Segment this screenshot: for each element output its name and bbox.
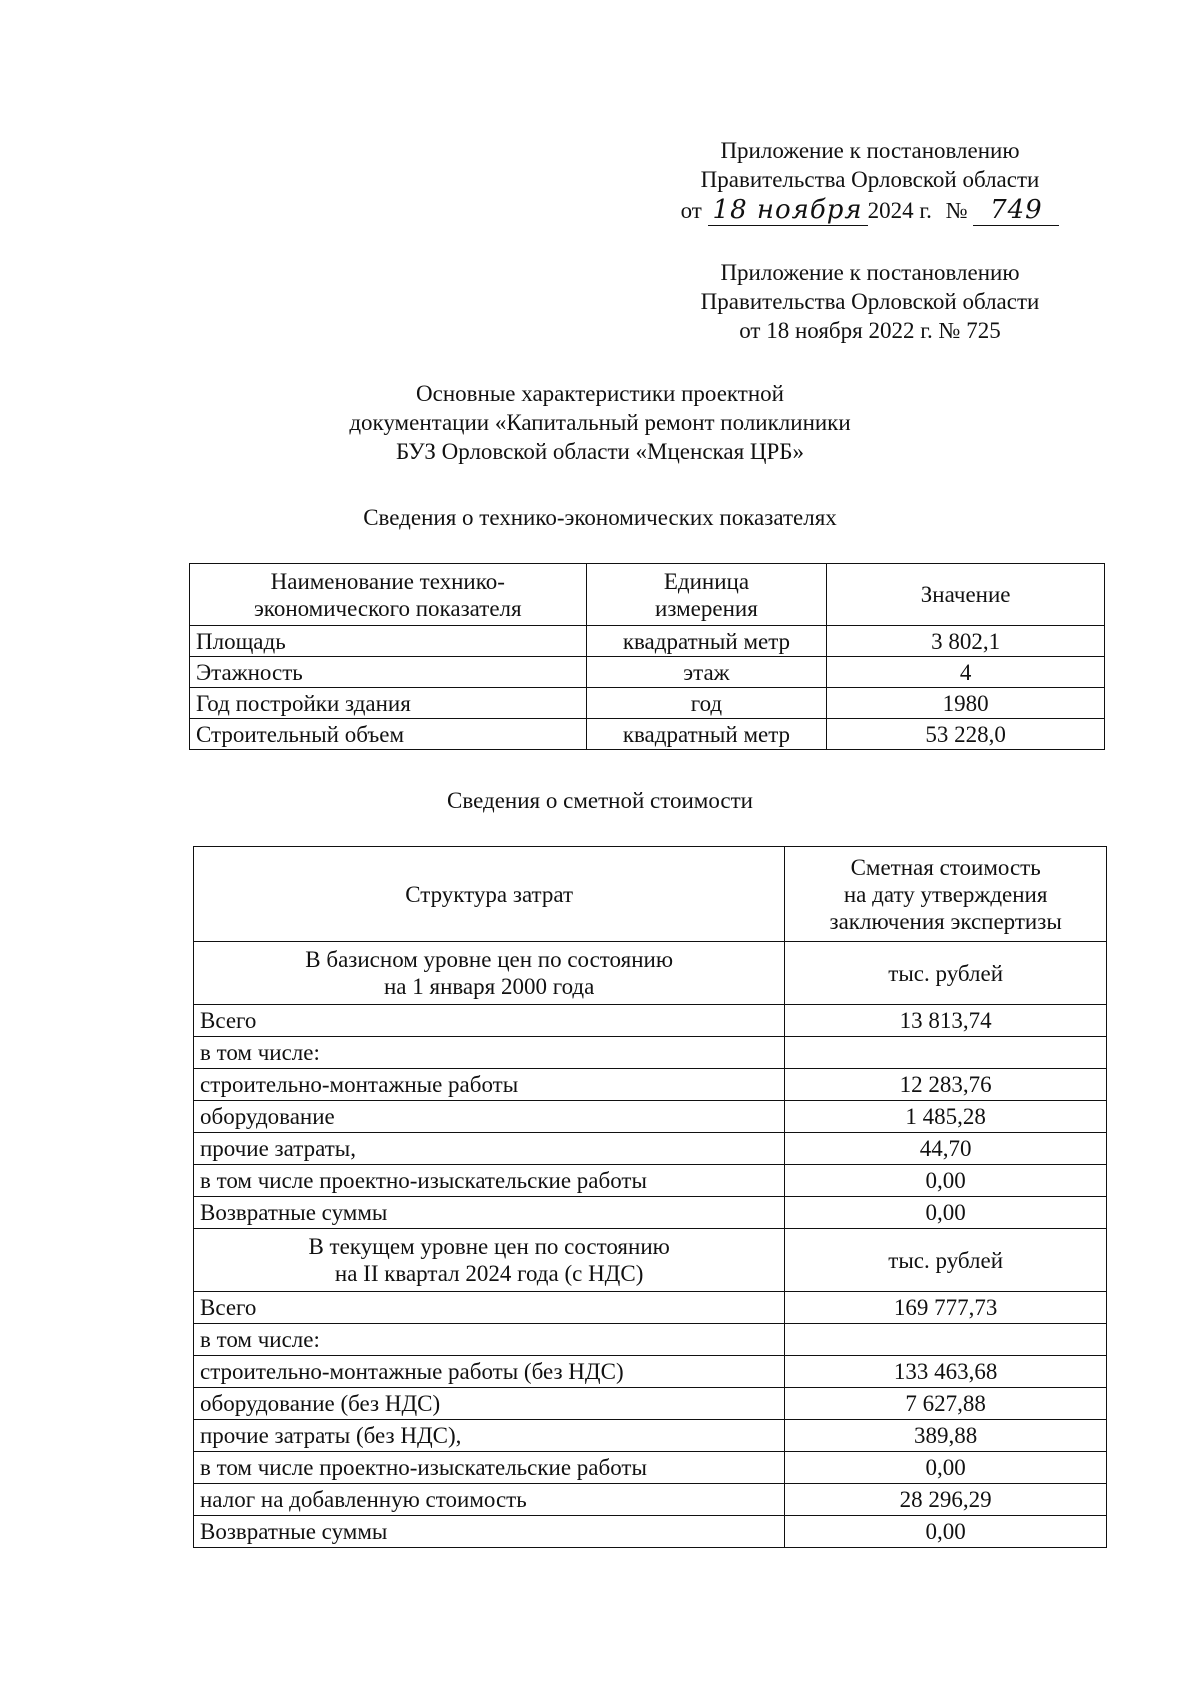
- table-row: [194, 1197, 1107, 1229]
- title-line-1: Основные характеристики проектной: [416, 381, 784, 406]
- row-value: 7 627,88: [785, 1388, 1107, 1420]
- number-label: №: [945, 198, 968, 223]
- cost-header-estimate: Сметная стоимость на дату утверждения заключения экспертизы: [785, 847, 1107, 942]
- table-row: [194, 1388, 1107, 1420]
- row-value: 12 283,76: [785, 1069, 1107, 1101]
- base-section-unit: тыс. рублей: [785, 942, 1107, 1005]
- row-label: прочие затраты,: [194, 1133, 785, 1165]
- row-label: оборудование: [194, 1101, 785, 1133]
- table-row: [194, 1452, 1107, 1484]
- row-value: 1980: [827, 688, 1105, 719]
- row-label: строительно-монтажные работы: [194, 1069, 785, 1101]
- amendment-line-1: Приложение к постановлению: [720, 138, 1020, 163]
- title-line-3: БУЗ Орловской области «Мценская ЦРБ»: [395, 439, 805, 464]
- table-row: [190, 626, 1105, 657]
- row-value: 0,00: [785, 1165, 1107, 1197]
- row-label: прочие затраты (без НДС),: [194, 1420, 785, 1452]
- cost-header-row: [194, 847, 1107, 942]
- document-title: [240, 379, 960, 466]
- row-label: строительно-монтажные работы (без НДС): [194, 1356, 785, 1388]
- table-row: [194, 1101, 1107, 1133]
- table-row: [194, 1420, 1107, 1452]
- tech-caption: Сведения о технико-экономических показателях: [363, 505, 837, 530]
- row-value: 0,00: [785, 1197, 1107, 1229]
- row-unit: квадратный метр: [586, 719, 827, 750]
- current-section-row: [194, 1229, 1107, 1292]
- row-unit: квадратный метр: [586, 626, 827, 657]
- base-section-row: [194, 942, 1107, 1005]
- current-section-unit: тыс. рублей: [785, 1229, 1107, 1292]
- table-row: [194, 1069, 1107, 1101]
- table-row: [190, 719, 1105, 750]
- base-section-title: В базисном уровне цен по состоянию на 1 января 2000 года: [194, 942, 785, 1005]
- cost-table: [193, 846, 1107, 1548]
- amendment-line-2: Правительства Орловской области: [700, 167, 1040, 192]
- row-value: [785, 1324, 1107, 1356]
- row-label: Всего: [194, 1005, 785, 1037]
- original-header: [660, 258, 1080, 345]
- table-row: [194, 1037, 1107, 1069]
- row-value: 389,88: [785, 1420, 1107, 1452]
- row-label: Возвратные суммы: [194, 1197, 785, 1229]
- amendment-date-line: [660, 196, 1080, 226]
- row-value: 4: [827, 657, 1105, 688]
- amendment-year: 2024 г.: [867, 198, 932, 223]
- row-label: налог на добавленную стоимость: [194, 1484, 785, 1516]
- table-row: [194, 1484, 1107, 1516]
- tech-header-value: Значение: [827, 564, 1105, 626]
- row-label: оборудование (без НДС): [194, 1388, 785, 1420]
- row-label: Всего: [194, 1292, 785, 1324]
- row-unit: этаж: [586, 657, 827, 688]
- row-label: в том числе проектно-изыскательские работы: [194, 1165, 785, 1197]
- tech-header-row: [190, 564, 1105, 626]
- row-value: [785, 1037, 1107, 1069]
- amendment-date-prefix: от: [680, 198, 702, 223]
- row-name: Год постройки здания: [190, 688, 587, 719]
- original-line-1: Приложение к постановлению: [720, 260, 1020, 285]
- table-row: [190, 688, 1105, 719]
- title-line-2: документации «Капитальный ремонт поликлиники: [349, 410, 851, 435]
- row-value: 133 463,68: [785, 1356, 1107, 1388]
- row-value: 0,00: [785, 1516, 1107, 1548]
- table-row: [194, 1005, 1107, 1037]
- row-name: Строительный объем: [190, 719, 587, 750]
- amendment-header: [660, 136, 1080, 226]
- row-value: 3 802,1: [827, 626, 1105, 657]
- table-row: [194, 1516, 1107, 1548]
- row-value: 13 813,74: [785, 1005, 1107, 1037]
- row-label: в том числе проектно-изыскательские работы: [194, 1452, 785, 1484]
- table-row: [190, 657, 1105, 688]
- cost-header-structure: Структура затрат: [194, 847, 785, 942]
- row-value: 44,70: [785, 1133, 1107, 1165]
- row-name: Площадь: [190, 626, 587, 657]
- cost-caption: Сведения о сметной стоимости: [447, 788, 753, 813]
- tech-header-unit: Единица измерения: [586, 564, 827, 626]
- current-section-title: В текущем уровне цен по состоянию на II квартал 2024 года (с НДС): [194, 1229, 785, 1292]
- original-line-3: от 18 ноября 2022 г. № 725: [739, 318, 1001, 343]
- row-value: 0,00: [785, 1452, 1107, 1484]
- original-line-2: Правительства Орловской области: [700, 289, 1040, 314]
- row-label: Возвратные суммы: [194, 1516, 785, 1548]
- row-unit: год: [586, 688, 827, 719]
- handwritten-number: 749: [973, 196, 1059, 226]
- row-name: Этажность: [190, 657, 587, 688]
- row-label: в том числе:: [194, 1324, 785, 1356]
- tech-header-name: Наименование технико- экономического показателя: [190, 564, 587, 626]
- table-row: [194, 1292, 1107, 1324]
- table-row: [194, 1324, 1107, 1356]
- table-row: [194, 1165, 1107, 1197]
- handwritten-date: 18 ноября: [708, 196, 868, 226]
- row-value: 169 777,73: [785, 1292, 1107, 1324]
- table-row: [194, 1133, 1107, 1165]
- row-value: 28 296,29: [785, 1484, 1107, 1516]
- tech-table: [189, 563, 1105, 750]
- table-row: [194, 1356, 1107, 1388]
- row-label: в том числе:: [194, 1037, 785, 1069]
- row-value: 1 485,28: [785, 1101, 1107, 1133]
- row-value: 53 228,0: [827, 719, 1105, 750]
